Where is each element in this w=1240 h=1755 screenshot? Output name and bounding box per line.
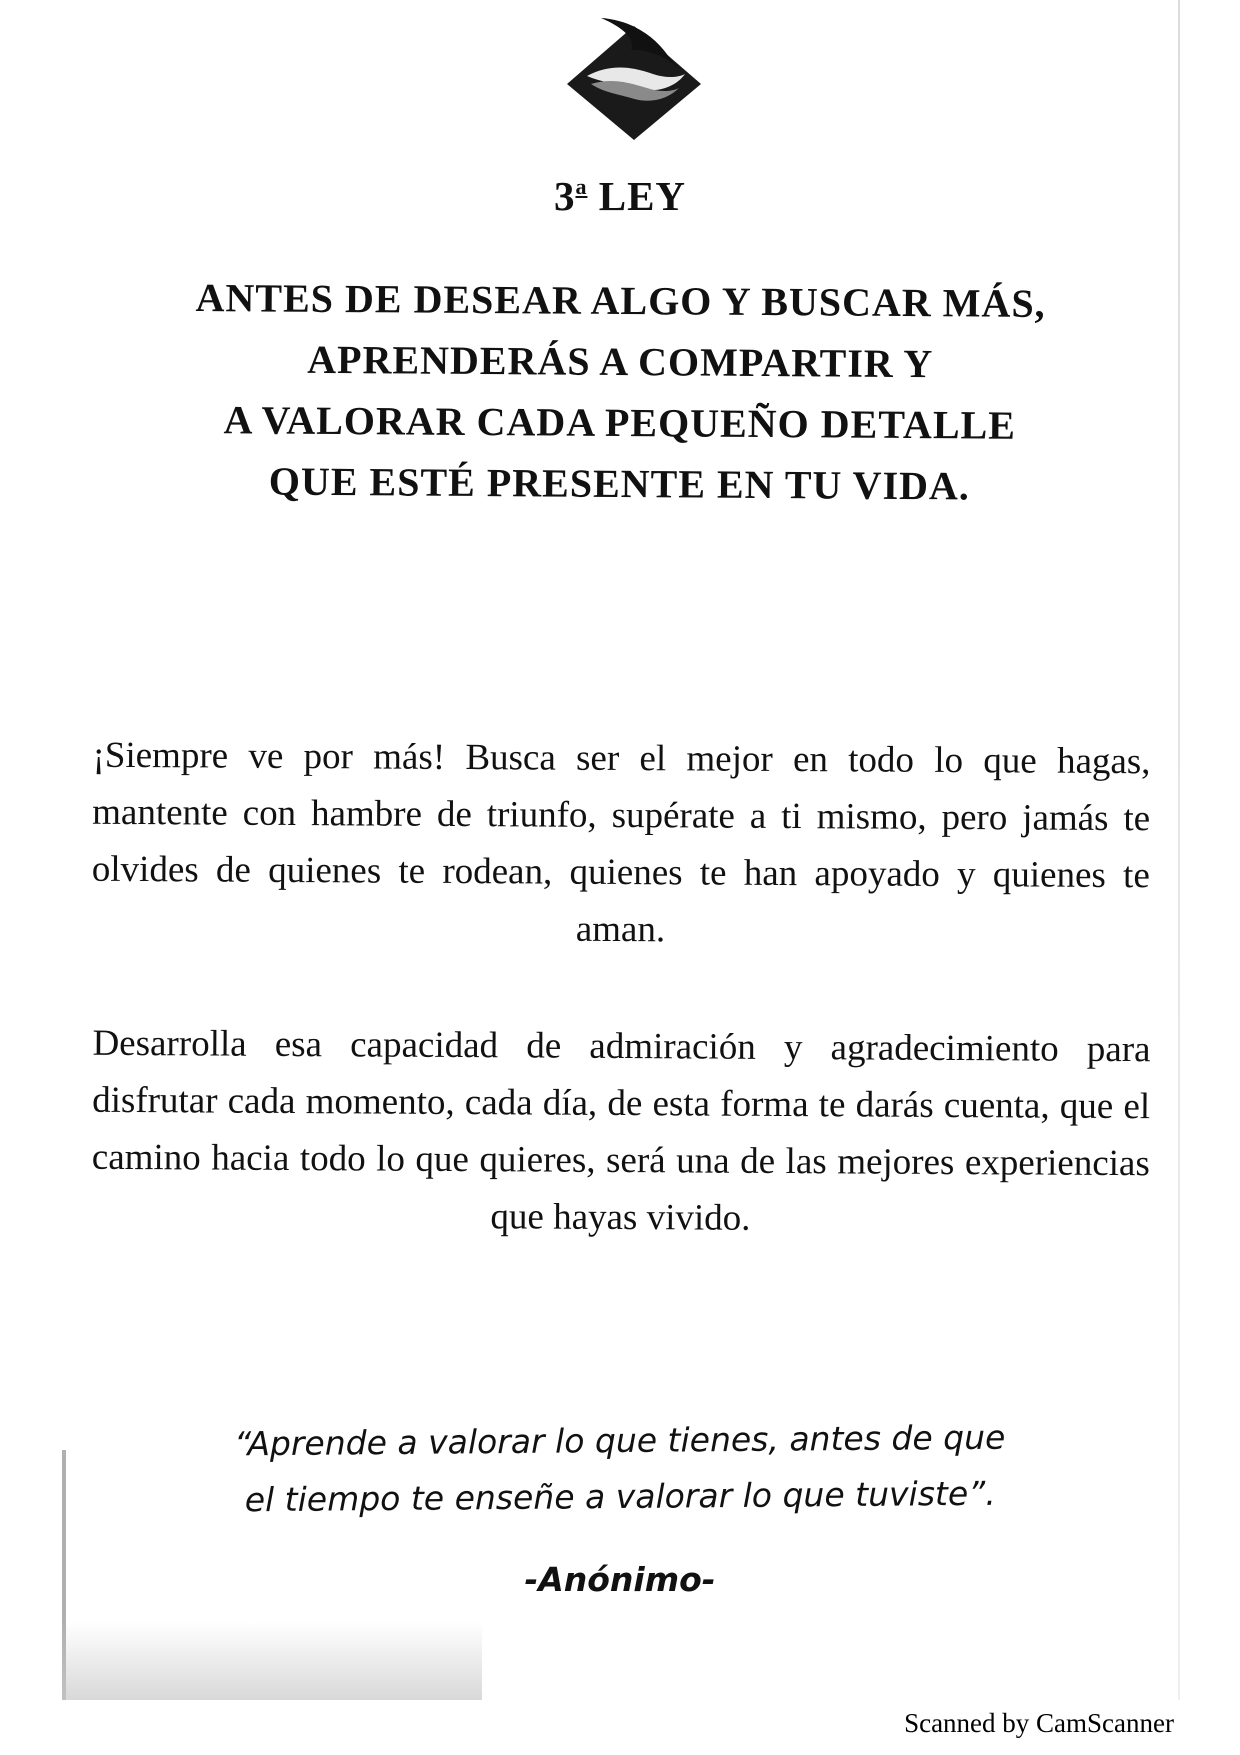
- body-paragraph: Desarrolla esa capacidad de admiración y agradecimiento para disfrutar cada momento, cada día, de esta forma te darás cuenta, que el camino hacia todo lo que quieres, será una de las mejores experiencias que hayas vivido.: [91, 1022, 1151, 1239]
- quote-line: “Aprende a valorar lo que tienes, antes de que: [234, 1417, 1006, 1464]
- headline-line: ANTES DE DESEAR ALGO Y BUSCAR MÁS,: [195, 275, 1046, 326]
- headline: [109, 266, 1131, 517]
- body-paragraph: ¡Siempre ve por más! Busca ser el mejor en todo lo que hagas, mantente con hambre de triunfo, supérate a ti mismo, pero jamás te olvides de quienes te rodean, quienes te han apoyado y quienes te aman.: [91, 734, 1151, 951]
- quote-line: el tiempo te enseñe a valorar lo que tuviste”.: [244, 1473, 996, 1520]
- scan-shadow: [62, 1622, 482, 1700]
- scanner-watermark: Scanned by CamScanner: [904, 1708, 1174, 1738]
- headline-line: QUE ESTÉ PRESENTE EN TU VIDA.: [268, 458, 971, 509]
- headline-line: APRENDERÁS A COMPARTIR Y: [307, 336, 934, 387]
- law-ordinal-suffix: a: [575, 174, 588, 199]
- page-edge-right: [1178, 0, 1180, 1700]
- quote-author: -Anónimo-: [524, 1560, 716, 1599]
- headline-line: A VALORAR CADA PEQUEÑO DETALLE: [223, 397, 1017, 448]
- law-title: [0, 172, 1240, 220]
- diamond-logo-icon: [561, 16, 707, 142]
- law-number: 3: [553, 173, 576, 219]
- law-label: LEY: [598, 173, 687, 219]
- quote: [150, 1409, 1091, 1529]
